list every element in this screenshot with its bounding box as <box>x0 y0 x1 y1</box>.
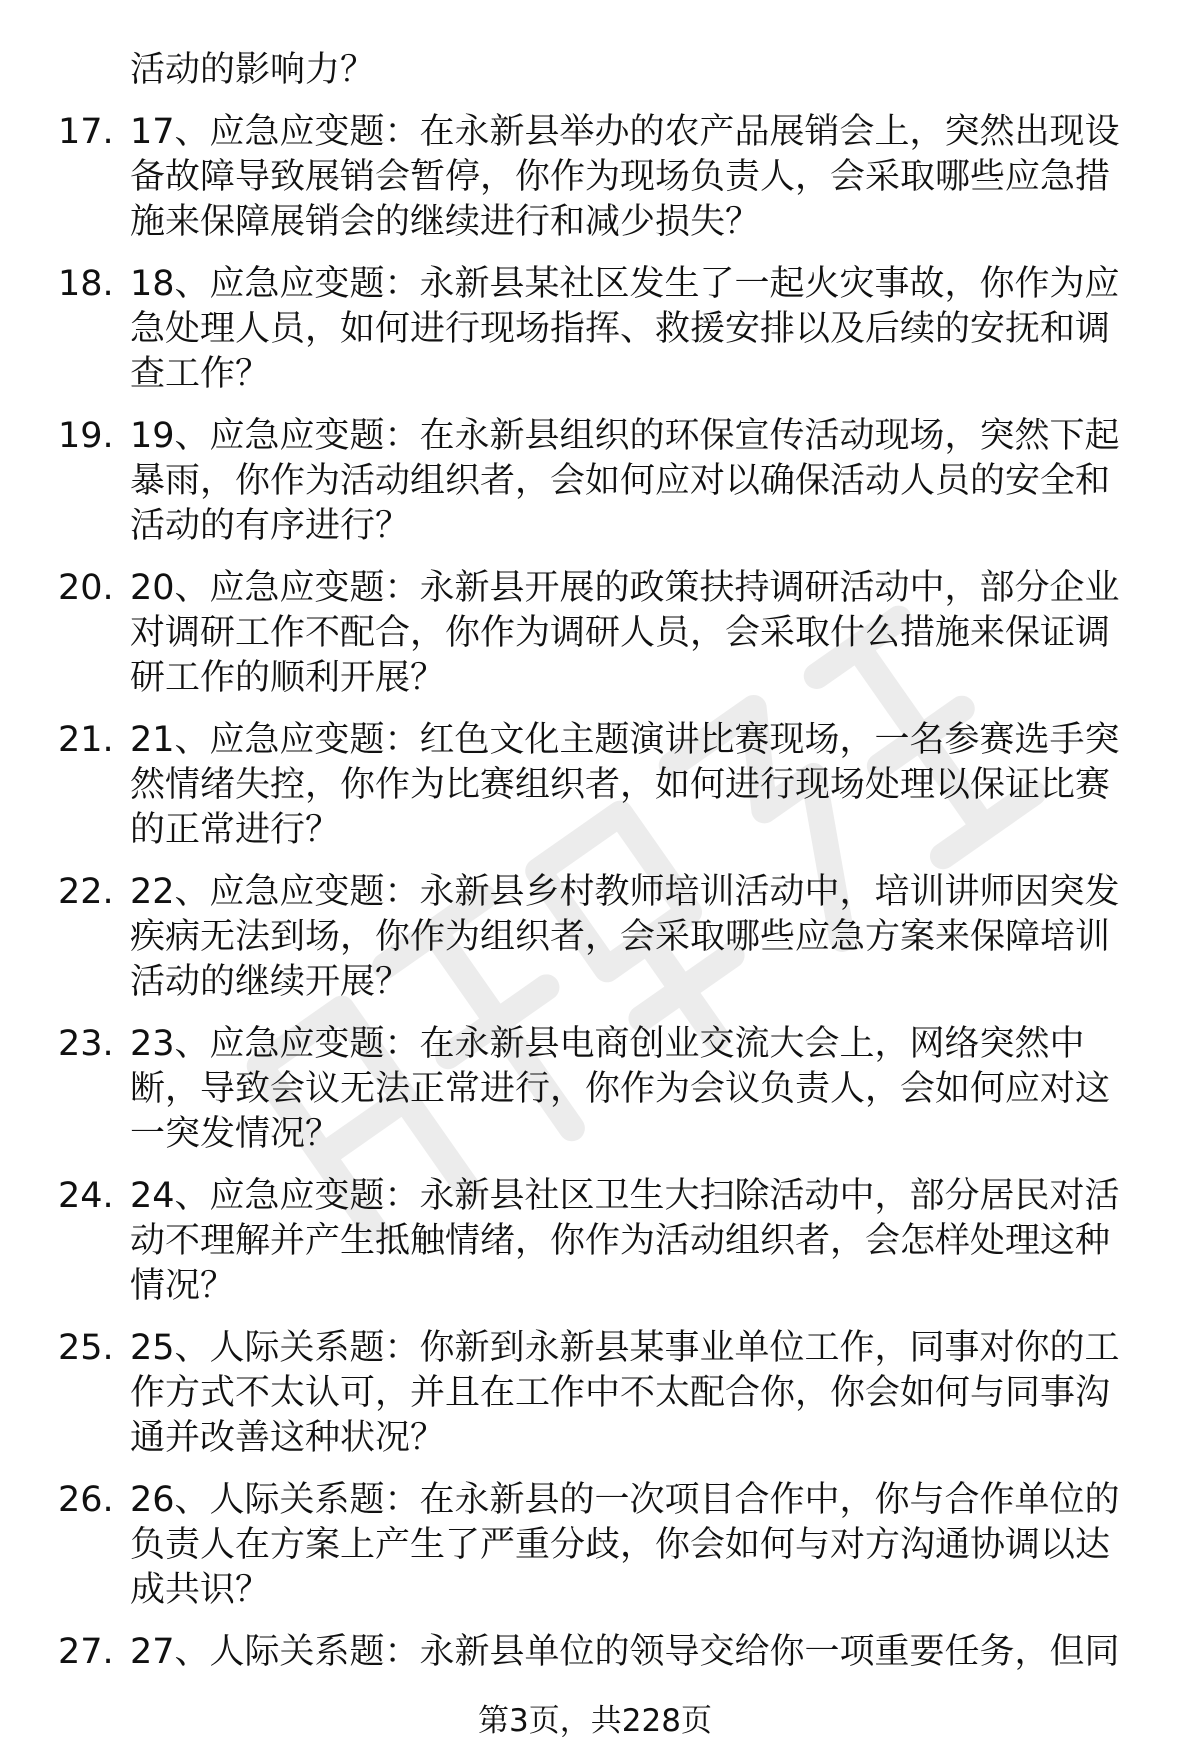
continuation-text: 活动的影响力？ <box>130 50 376 90</box>
question-text-line: 备故障导致展销会暂停，你作为现场负责人，会采取哪些应急措 <box>130 157 1111 197</box>
question-text-line: 查工作？ <box>130 354 271 394</box>
question-text-line: 作方式不太认可，并且在工作中不太配合你，你会如何与同事沟 <box>130 1373 1111 1413</box>
question-number: 17. <box>58 112 114 152</box>
question-item <box>0 1174 1190 1309</box>
question-text-line: 疾病无法到场，你作为组织者，会采取哪些应急方案来保障培训 <box>130 917 1111 957</box>
question-number: 23. <box>58 1024 114 1064</box>
question-text-line: 成共识？ <box>130 1570 271 1610</box>
question-text-line: 27、人际关系题：永新县单位的领导交给你一项重要任务，但同 <box>130 1632 1120 1672</box>
question-text-line: 18、应急应变题：永新县某社区发生了一起火灾事故，你作为应 <box>130 264 1120 304</box>
question-item <box>0 1478 1190 1613</box>
question-item <box>0 1326 1190 1461</box>
question-text-line: 22、应急应变题：永新县乡村教师培训活动中，培训讲师因突发 <box>130 872 1120 912</box>
question-number: 22. <box>58 872 114 912</box>
question-text-line: 急处理人员，如何进行现场指挥、救援安排以及后续的安抚和调 <box>130 309 1111 349</box>
question-list <box>0 110 1190 1675</box>
question-item <box>0 414 1190 549</box>
question-item <box>0 718 1190 853</box>
question-number: 24. <box>58 1176 114 1216</box>
question-text-line: 情况？ <box>130 1266 236 1306</box>
question-text-line: 然情绪失控，你作为比赛组织者，如何进行现场处理以保证比赛 <box>130 765 1111 805</box>
question-text-line: 活动的有序进行？ <box>130 506 411 546</box>
question-item <box>0 566 1190 701</box>
question-number: 19. <box>58 416 114 456</box>
question-item <box>0 1022 1190 1157</box>
question-number: 25. <box>58 1328 114 1368</box>
question-item <box>0 262 1190 397</box>
question-text-line: 对调研工作不配合，你作为调研人员，会采取什么措施来保证调 <box>130 613 1111 653</box>
question-text-line: 负责人在方案上产生了严重分歧，你会如何与对方沟通协调以达 <box>130 1525 1111 1565</box>
question-text-line: 24、应急应变题：永新县社区卫生大扫除活动中，部分居民对活 <box>130 1176 1120 1216</box>
question-text-line: 断，导致会议无法正常进行，你作为会议负责人，会如何应对这 <box>130 1069 1111 1109</box>
question-text-line: 20、应急应变题：永新县开展的政策扶持调研活动中，部分企业 <box>130 568 1120 608</box>
question-number: 21. <box>58 720 114 760</box>
question-text-line: 施来保障展销会的继续进行和减少损失？ <box>130 202 761 242</box>
question-number: 20. <box>58 568 114 608</box>
question-text-line: 的正常进行？ <box>130 810 341 850</box>
question-number: 18. <box>58 264 114 304</box>
question-text-line: 19、应急应变题：在永新县组织的环保宣传活动现场，突然下起 <box>130 416 1120 456</box>
question-number: 27. <box>58 1632 114 1672</box>
question-number: 26. <box>58 1480 114 1520</box>
question-item <box>0 1630 1190 1675</box>
question-text-line: 23、应急应变题：在永新县电商创业交流大会上，网络突然中 <box>130 1024 1085 1064</box>
question-text-line: 活动的继续开展？ <box>130 962 411 1002</box>
question-text-line: 17、应急应变题：在永新县举办的农产品展销会上，突然出现设 <box>130 112 1120 152</box>
question-text-line: 26、人际关系题：在永新县的一次项目合作中，你与合作单位的 <box>130 1480 1120 1520</box>
question-text-line: 一突发情况？ <box>130 1114 341 1154</box>
question-text-line: 暴雨，你作为活动组织者，会如何应对以确保活动人员的安全和 <box>130 461 1111 501</box>
document-content <box>0 48 1190 1675</box>
question-text-line: 动不理解并产生抵触情绪，你作为活动组织者，会怎样处理这种 <box>130 1221 1111 1261</box>
page-footer: 第3页，共228页 <box>478 1703 712 1739</box>
question-item <box>0 110 1190 245</box>
question-item <box>0 870 1190 1005</box>
question-text-line: 25、人际关系题：你新到永新县某事业单位工作，同事对你的工 <box>130 1328 1120 1368</box>
question-text-line: 通并改善这种状况？ <box>130 1418 446 1458</box>
question-text-line: 研工作的顺利开展？ <box>130 658 446 698</box>
question-text-line: 21、应急应变题：红色文化主题演讲比赛现场，一名参赛选手突 <box>130 720 1120 760</box>
